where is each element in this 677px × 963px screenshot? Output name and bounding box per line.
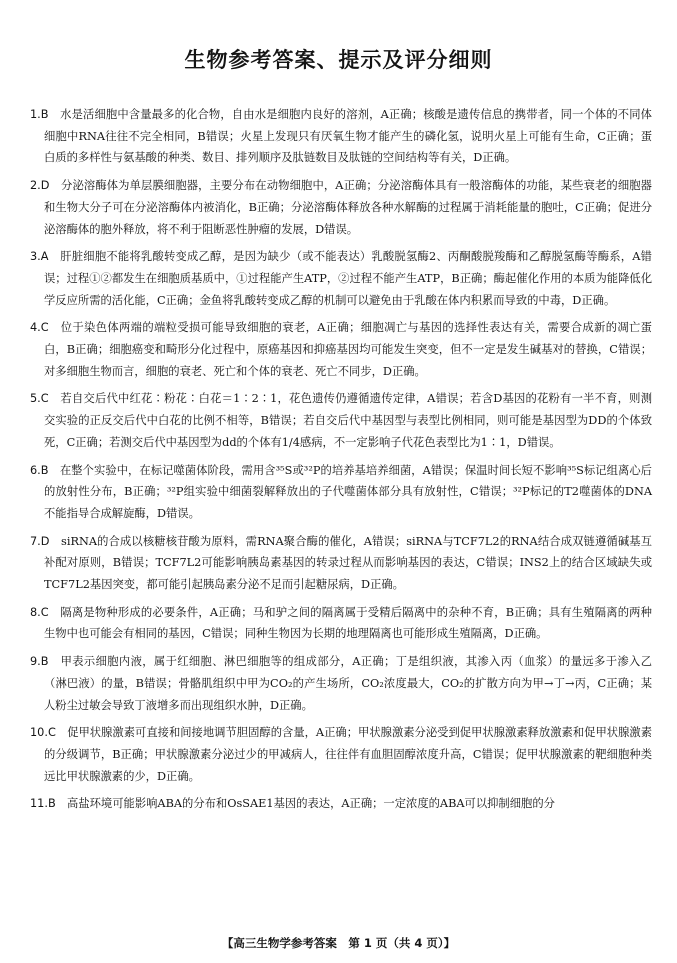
- answer-item: [30, 651, 652, 716]
- answer-number: 8.C: [30, 605, 49, 619]
- answer-explanation: 在整个实验中，在标记噬菌体阶段，需用含³⁵S或³²P的培养基培养细菌，A错误；保温时间长短不影响³⁵S标记组离心后的放射性分布，B正确；³²P组实验中细菌裂解释放出的子代噬菌体部分具有放射性，C错误；³²P标记的T2噬菌体的DNA不能指导合成解旋酶，D错误。: [44, 463, 652, 520]
- answer-item: [30, 793, 652, 815]
- answer-number: 6.B: [30, 463, 49, 477]
- answer-number: 7.D: [30, 534, 50, 548]
- answer-item: [30, 104, 652, 169]
- answer-item: [30, 317, 652, 382]
- answer-explanation: 若自交后代中红花∶粉花∶白花＝1∶2∶1，花色遗传仍遵循遗传定律，A错误；若含D基因的花粉有一半不育，则测交实验的正反交后代中白花的比例不相等，B错误；若自交后代中基因型与表型比例相同，则可能是基因型为DD的个体致死，C正确；若测交后代中基因型为dd的个体有1/4感病，不一定影响子代花色表型比为1∶1，D错误。: [44, 392, 652, 449]
- answer-item: [30, 246, 652, 311]
- answer-explanation: 位于染色体两端的端粒受损可能导致细胞的衰老，A正确；细胞凋亡与基因的选择性表达有关，需要合成新的凋亡蛋白，B正确；细胞癌变和畸形分化过程中，原癌基因和抑癌基因均可能发生突变，但不一定是发生碱基对的替换，C错误；对多细胞生物而言，细胞的衰老、死亡和个体的衰老、死亡不同步，D正确。: [44, 321, 652, 378]
- answer-explanation: 促甲状腺激素可直接和间接地调节胆固醇的含量，A正确；甲状腺激素分泌受到促甲状腺激素释放激素和促甲状腺激素的分级调节，B正确；甲状腺激素分泌过少的甲减病人，往往伴有血胆固醇浓度升高，C错误；促甲状腺激素的靶细胞种类远比甲状腺激素的少，D正确。: [44, 726, 652, 783]
- answer-number: 4.C: [30, 321, 49, 335]
- answer-item: [30, 388, 652, 453]
- answer-item: [30, 175, 652, 240]
- answer-item: [30, 460, 652, 525]
- answer-explanation: 高盐环境可能影响ABA的分布和OsSAE1基因的表达，A正确；一定浓度的ABA可以抑制细胞的分: [67, 797, 555, 811]
- answer-explanation: 隔离是物种形成的必要条件，A正确；马和驴之间的隔离属于受精后隔离中的杂种不育，B正确；具有生殖隔离的两种生物中也可能会有相同的基因，C错误；同种生物因为长期的地理隔离也可能形成生殖隔离，D正确。: [44, 605, 652, 641]
- answer-explanation: 甲表示细胞内液，属于红细胞、淋巴细胞等的组成部分，A正确；丁是组织液，其渗入丙（血浆）的量远多于渗入乙（淋巴液）的量，B错误；骨骼肌组织中甲为CO₂的产生场所，CO₂浓度最大，CO₂的扩散方向为甲→丁→丙，C正确；某人粉尘过敏会导致丁液增多而出现组织水肿，D正确。: [44, 655, 652, 712]
- answer-item: [30, 722, 652, 787]
- answer-number: 9.B: [30, 655, 49, 669]
- answer-explanation: siRNA的合成以核糖核苷酸为原料，需RNA聚合酶的催化，A错误；siRNA与TCF7L2的RNA结合成双链遵循碱基互补配对原则，B错误；TCF7L2可能影响胰岛素基因的转录过程从而影响基因的表达，C错误；INS2上的结合区域缺失或TCF7L2基因突变，都可能引起胰岛素分泌不足而引起糖尿病，D正确。: [44, 534, 652, 592]
- page-title: 生物参考答案、提示及评分细则: [184, 48, 493, 72]
- page-footer: 【高三生物学参考答案 第 1 页（共 4 页）】: [221, 936, 456, 950]
- answer-number: 1.B: [30, 108, 49, 121]
- answer-item: [30, 531, 652, 596]
- answer-number: 5.C: [30, 392, 49, 406]
- answer-number: 3.A: [30, 250, 49, 264]
- answer-number: 2.D: [30, 179, 50, 193]
- answer-item: [30, 602, 652, 645]
- answer-list: [30, 104, 652, 815]
- answer-explanation: 水是活细胞中含量最多的化合物，自由水是细胞内良好的溶剂，A正确；核酸是遗传信息的携带者，同一个体的不同体细胞中RNA往往不完全相同，B错误；火星上发现只有厌氧生物才能产生的磷化氢，说明火星上可能有生命，C正确；蛋白质的多样性与氨基酸的种类、数目、排列顺序及肽链数目及肽链的空间结构等有关，D正确。: [44, 108, 652, 165]
- answer-explanation: 分泌溶酶体为单层膜细胞器，主要分布在动物细胞中，A正确；分泌溶酶体具有一般溶酶体的功能，某些衰老的细胞器和生物大分子可在分泌溶酶体内被消化，B正确；分泌溶酶体释放各种水解酶的过程属于消耗能量的胞吐，C正确；促进分泌溶酶体的胞外释放，将不利于阻断恶性肿瘤的发展，D错误。: [44, 179, 652, 236]
- answer-number: 10.C: [30, 726, 56, 740]
- answer-explanation: 肝脏细胞不能将乳酸转变成乙醇，是因为缺少（或不能表达）乳酸脱氢酶2、丙酮酸脱羧酶和乙醇脱氢酶等酶系，A错误；过程①②都发生在细胞质基质中，①过程能产生ATP，②过程不能产生ATP，B正确；酶起催化作用的本质为能降低化学反应所需的活化能，C正确；金鱼将乳酸转变成乙醇的机制可以避免由于乳酸在体内积累而导致的中毒，D正确。: [44, 250, 652, 307]
- answer-number: 11.B: [30, 797, 56, 811]
